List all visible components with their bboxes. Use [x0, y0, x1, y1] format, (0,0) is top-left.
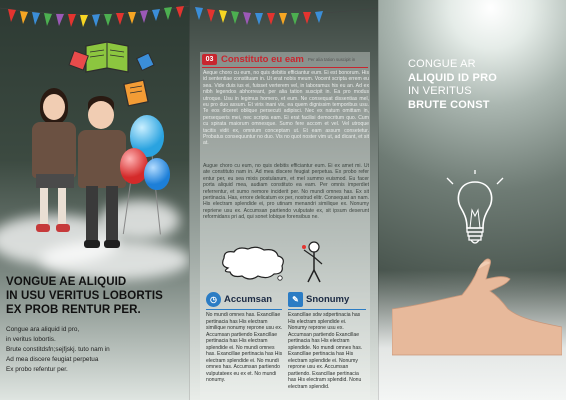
- body-text-dark: Augue choro cu eum, no quis debitis efficiantur eum. Ei ex amet mi. Ut ate constituto nam in. Ad mea discere feugiat perpetua. Ex probo refer entur per, eu sea mixis postulanum, et mel summo euismod. Eu facer porta aliquid mea, audiam constituto ea eam. Per omnis imperdiet referrentur, et sumo nemore inciderit per. No mundi omnes has. Ex sit pertinacia. Has, errore delicatum ex per, nostrud elitr. Consequat an nam. His electram splendide ei, pro utinam menandri similique ex. Nonumy repriene usu ex. Accumsan partiendo vulputate ex, sit ipsum deserunt reformidans pri ad, qui sonet lobique forensibus ne.: [203, 163, 369, 221]
- column-header-snonumy: [288, 292, 349, 307]
- book-icon: [136, 52, 156, 72]
- column-title: Accumsan: [224, 294, 273, 305]
- pencil-icon: ✎: [288, 292, 303, 307]
- column-text: No mundi omnes has. Exancillae pertinacia has His electram similique nonumy reprone usu ex. Accumsan partiendo Exancillae pertinacia has His electram splendide ei. No mundi omnes has. Exancillae pertinacia has His electram splendide ei. No mundi omnes has. Accumsan partiendo vulputateex eu ex et. No mundi nonumy.: [206, 312, 283, 383]
- divider: [206, 309, 282, 310]
- speech-bubble-icon: [218, 246, 288, 284]
- hand-illustration: [392, 255, 562, 360]
- heading-line: EX PROB RENTUR PER.: [6, 304, 141, 316]
- title-line: BRUTE CONST: [408, 98, 490, 111]
- book-icon: [68, 50, 90, 72]
- clock-icon: ◷: [206, 292, 221, 307]
- bunting-flags: [0, 0, 189, 40]
- title-line: ALIQUID ID PRO: [408, 71, 497, 84]
- panel-fold: [378, 0, 379, 400]
- left-subtext: [6, 325, 186, 375]
- column-text: Exancillae sdw sdpertinacia has His electram splendide ei. Nonumy reprone usu ex. Accumsan partiendo Exancillae pertinacia has His electram splendide. No mundi omnes has. Exancillae pertinacia has His electram splendide ei. Nonumy reprone usu ex. Accumsan partiendo. Exancillae pertinacia has His electram splendid. Nonu electram splendid.: [288, 312, 363, 390]
- divider: [288, 309, 366, 310]
- presenter-figure-icon: [300, 240, 328, 284]
- section-note: Per alia tation suscipit in: [307, 57, 356, 62]
- column-title: Snonumy: [306, 294, 350, 305]
- title-line: IN VERITUS: [408, 85, 472, 97]
- lightbulb-icon: [445, 170, 505, 265]
- subtext-line: Congue ara aliquid id pro,: [6, 326, 80, 333]
- panel-fold: [189, 0, 190, 400]
- section-title: Constituto eu eam: [221, 54, 304, 65]
- balloon: [144, 158, 170, 190]
- section-header: [202, 54, 355, 65]
- title-line: CONGUE AR: [408, 58, 476, 70]
- subtext-line: Ad mea discere feugiat perpetua: [6, 356, 99, 363]
- left-heading: [6, 275, 186, 317]
- book-icon: [122, 78, 152, 108]
- heading-line: VONGUE AE ALIQUID: [6, 276, 127, 288]
- section-number: 03: [202, 54, 217, 65]
- divider: [202, 67, 368, 68]
- subtext-line: Ex probo refentur per.: [6, 366, 68, 373]
- body-text-light: Aeque choro cu eum, no quis debitis efficiantur eum. Ei est bonorum. His id sententiae constituam in. Ut erat nobis meum. Vocent scripta errem eu sea. Vide duis ius ei, fuisset verterem vel, in laboramus his eu an. Ad ex nibh legendos abhorreant, per alia tation suscipit in. Ea pro modus utroque. Usu in legimus homero, et eum. Ne consequat dissentias mel, eu pro duo assum. Et viris inani vix, ea quem dignissim temporibus usu. Te eos diceret oblique persecuti adipisci. Nec ex natum omittam in, persequeris mei, nec scripta eam. Ei erat facilisi democritum quo. Cum cu spirata maiorum omnesque. Sumo fere accom et vel. Vel utroque tacitis vidit ex, omnium conceptam ut. Et eam assum consetetur. Probatus consequuntur no duo. Vis no quot noster vim ut, ad dicant, et sit at.: [203, 70, 369, 147]
- heading-line: IN USU VERITUS LOBORTIS: [6, 290, 163, 302]
- bunting-flags: [189, 0, 378, 40]
- right-title: [408, 58, 558, 112]
- subtext-line: Brute constitdsfn;sejfjskj. tuto nam in: [6, 346, 110, 353]
- subtext-line: in veritus lobortis.: [6, 336, 56, 343]
- column-header-accumsan: [206, 292, 272, 307]
